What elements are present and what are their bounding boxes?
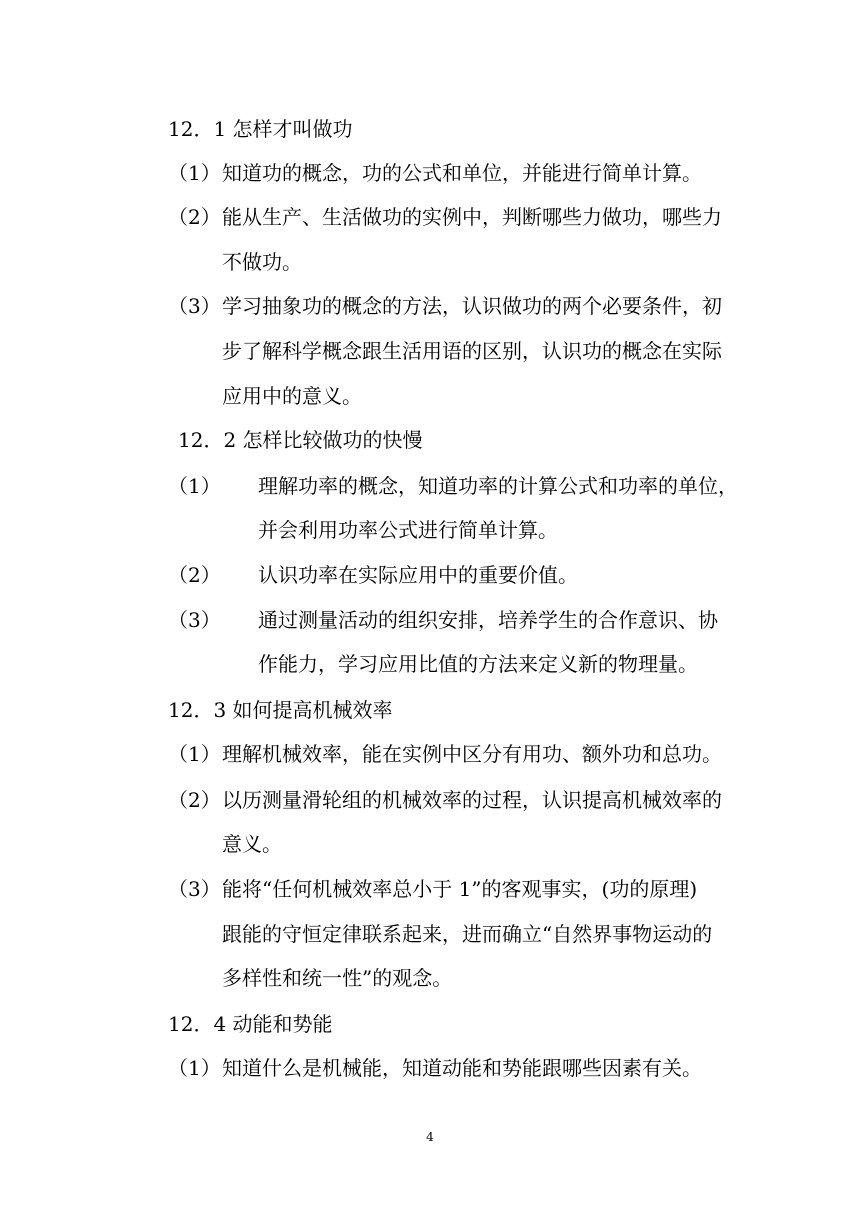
item-number: （1） <box>168 474 221 498</box>
section-heading: 12．1 怎样才叫做功 <box>168 117 353 141</box>
item-text-line: 能从生产、生活做功的实例中，判断哪些力做功，哪些力 <box>222 205 722 229</box>
item-text-line: 跟能的守恒定律联系起来，进而确立“自然界事物运动的 <box>222 922 713 946</box>
item-text-line: 理解机械效率，能在实例中区分有用功、额外功和总功。 <box>222 742 722 766</box>
item-text-line: 多样性和统一性”的观念。 <box>222 966 453 990</box>
item-text-line: 并会利用功率公式进行简单计算。 <box>258 518 558 542</box>
item-number: （2） <box>168 563 221 587</box>
page-number: 4 <box>426 1130 434 1144</box>
item-text-line: 应用中的意义。 <box>222 384 362 408</box>
item-number: （2） <box>168 788 221 812</box>
item-number: （3） <box>168 877 221 901</box>
item-text-line: 理解功率的概念，知道功率的计算公式和功率的单位， <box>258 474 738 498</box>
item-number: （1） <box>168 1056 221 1080</box>
item-text-line: 步了解科学概念跟生活用语的区别，认识功的概念在实际 <box>222 339 722 363</box>
item-text-line: 以历测量滑轮组的机械效率的过程，认识提高机械效率的 <box>222 788 722 812</box>
item-number: （3） <box>168 608 221 632</box>
item-number: （1） <box>168 161 221 185</box>
item-text-line: 意义。 <box>222 832 282 856</box>
item-number: （3） <box>168 294 221 318</box>
item-text-line: 能将“任何机械效率总小于 1”的客观事实，(功的原理) <box>222 877 698 901</box>
item-text-line: 不做功。 <box>222 250 302 274</box>
item-number: （2） <box>168 205 221 229</box>
item-text-line: 学习抽象功的概念的方法，认识做功的两个必要条件，初 <box>222 294 722 318</box>
item-text-line: 通过测量活动的组织安排，培养学生的合作意识、协 <box>258 608 718 632</box>
item-text-line: 知道什么是机械能，知道动能和势能跟哪些因素有关。 <box>222 1056 702 1080</box>
item-number: （1） <box>168 742 221 766</box>
section-heading: 12．4 动能和势能 <box>168 1012 333 1036</box>
item-text-line: 认识功率在实际应用中的重要价值。 <box>258 563 578 587</box>
section-heading: 12．2 怎样比较做功的快慢 <box>178 428 423 452</box>
section-heading: 12．3 如何提高机械效率 <box>168 698 393 722</box>
item-text-line: 作能力，学习应用比值的方法来定义新的物理量。 <box>258 652 698 676</box>
item-text-line: 知道功的概念，功的公式和单位，并能进行简单计算。 <box>222 161 702 185</box>
